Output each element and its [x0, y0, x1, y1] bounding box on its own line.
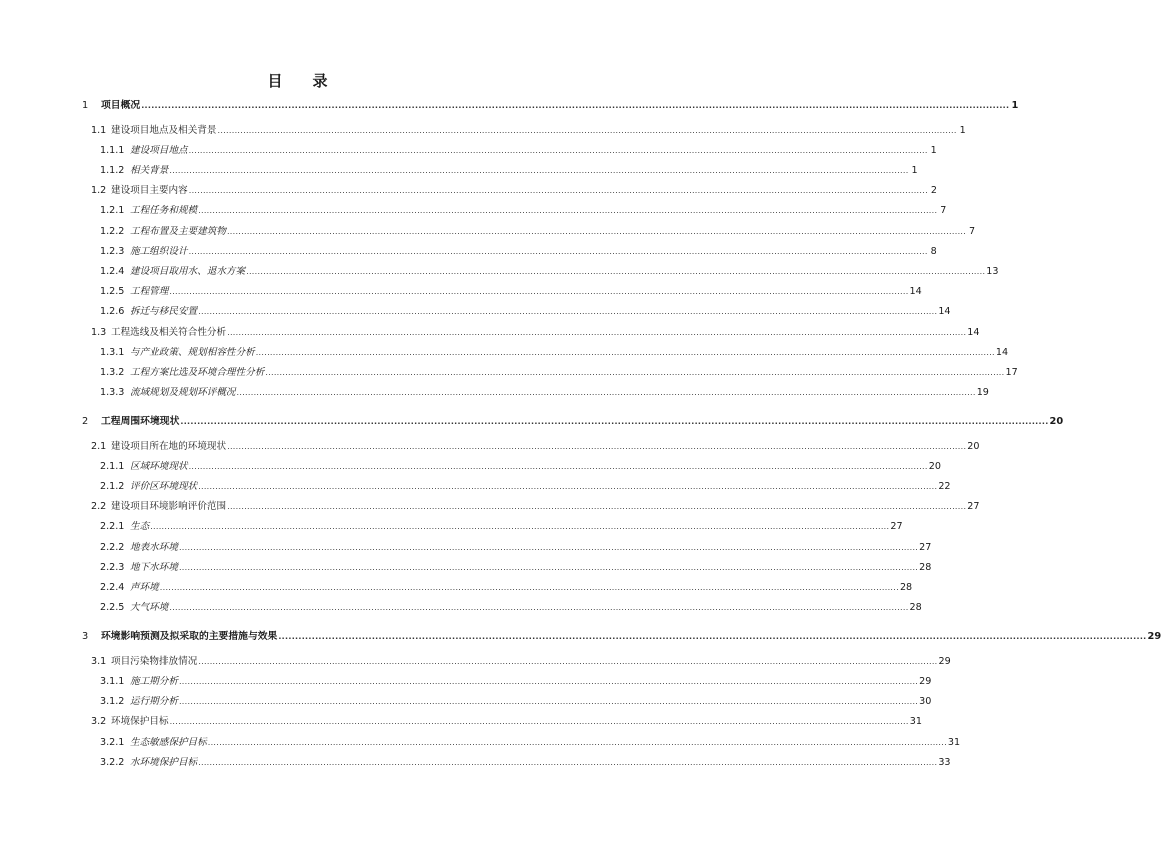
- dot-leader: ....................................................................................................................................................................................................................................................................: [178, 542, 919, 552]
- dot-leader: ....................................................................................................................................................................................................................................................................: [178, 562, 919, 572]
- toc-entry[interactable]: [100, 143, 937, 159]
- toc-entry-title: 评价区环境现状: [130, 481, 198, 492]
- dot-leader: ....................................................................................................................................................................................................................................................................: [236, 388, 976, 398]
- toc-entry-title: 工程布置及主要建筑物: [130, 225, 226, 237]
- toc-entry-number: 2.1.1: [100, 460, 125, 472]
- toc-entry-title: 工程方案比选及环境合理性分析: [130, 366, 265, 378]
- toc-entry-page: 30: [919, 696, 932, 708]
- toc-entry-number: 1: [82, 100, 89, 111]
- title-char-2: 录: [312, 72, 328, 90]
- toc-entry-title: 大气环境: [130, 602, 169, 614]
- toc-entry-title: 建设项目地点: [130, 144, 188, 156]
- toc-entry-title: 工程管理: [130, 286, 169, 298]
- dot-leader: ....................................................................................................................................................................................................................................................................: [169, 165, 909, 175]
- toc-entry[interactable]: [100, 163, 918, 179]
- toc-entry-page: 17: [1005, 366, 1018, 378]
- toc-entry[interactable]: [100, 304, 951, 320]
- toc-entry[interactable]: [100, 459, 941, 475]
- toc-entry-page: 22: [938, 481, 951, 492]
- toc-entry-title: 拆迁与移民安置: [130, 306, 198, 318]
- toc-entry-page: 14: [938, 306, 951, 318]
- toc-entry-page: 13: [986, 265, 999, 277]
- toc-entry-number: 2.2.2: [100, 541, 125, 553]
- dot-leader: ....................................................................................................................................................................................................................................................................: [198, 307, 938, 317]
- toc-entry-number: 3.2.2: [100, 756, 125, 768]
- toc-entry-page: 1: [959, 124, 966, 136]
- dot-leader: ....................................................................................................................................................................................................................................................................: [188, 246, 928, 256]
- toc-entry-page: 28: [909, 602, 922, 614]
- dot-leader: ....................................................................................................................................................................................................................................................................: [178, 676, 919, 686]
- toc-entry-page: 1: [911, 164, 918, 176]
- toc-entry-page: 28: [919, 561, 932, 573]
- toc-entry-page: 7: [969, 225, 976, 237]
- toc-entry-number: 1.2.3: [100, 245, 125, 257]
- dot-leader: ....................................................................................................................................................................................................................................................................: [226, 226, 967, 236]
- toc-entry-page: 27: [890, 521, 903, 533]
- toc-entry-number: 2.1: [91, 440, 107, 452]
- toc-entry-title: 项目污染物排放情况: [111, 655, 198, 667]
- dot-leader: ....................................................................................................................................................................................................................................................................: [265, 367, 1005, 377]
- dot-leader: ....................................................................................................................................................................................................................................................................: [227, 502, 967, 512]
- dot-leader: ....................................................................................................................................................................................................................................................................: [188, 461, 928, 471]
- toc-entry-page: 14: [909, 286, 922, 298]
- dot-leader: ....................................................................................................................................................................................................................................................................: [169, 287, 909, 297]
- dot-leader: ....................................................................................................................................................................................................................................................................: [217, 125, 957, 135]
- toc-entry[interactable]: [100, 755, 951, 771]
- toc-entry-number: 1.1: [91, 124, 107, 136]
- toc-entry-title: 流域规划及规划环评概况: [130, 387, 236, 399]
- toc-entry[interactable]: [100, 244, 937, 260]
- toc-entry-page: 28: [899, 582, 913, 593]
- toc-entry-title: 水环境保护目标: [130, 756, 198, 768]
- dot-leader: ....................................................................................................................................................................................................................................................................: [227, 327, 967, 337]
- toc-entry-number: 1.2.5: [100, 286, 125, 298]
- dot-leader: ....................................................................................................................................................................................................................................................................: [227, 441, 967, 451]
- toc-entry[interactable]: [100, 203, 947, 219]
- dot-leader: ....................................................................................................................................................................................................................................................................: [188, 145, 928, 155]
- toc-entry-title: 施工期分析: [130, 675, 178, 687]
- toc-entry[interactable]: [100, 540, 932, 556]
- toc-entry-number: 1.3: [91, 326, 107, 338]
- toc-entry-page: 29: [1147, 631, 1161, 643]
- toc-entry-title: 建设项目主要内容: [111, 185, 188, 197]
- toc-entry-number: 2.2.3: [100, 561, 125, 573]
- toc-entry-number: 3.1: [91, 655, 107, 667]
- dot-leader: ....................................................................................................................................................................................................................................................................: [198, 656, 938, 666]
- toc-entry-page: 7: [940, 205, 947, 217]
- toc-entry-title: 环境影响预测及拟采取的主要措施与效果: [101, 631, 278, 643]
- toc-entry[interactable]: [91, 714, 922, 730]
- toc-entry[interactable]: [100, 600, 922, 616]
- toc-entry-page: 1: [930, 144, 937, 156]
- toc-entry-number: 1.1.2: [100, 164, 125, 176]
- toc-entry-page: 8: [930, 245, 937, 257]
- dot-leader: ....................................................................................................................................................................................................................................................................: [246, 266, 986, 276]
- toc-entry-number: 2: [82, 416, 89, 428]
- dot-leader: ....................................................................................................................................................................................................................................................................: [150, 522, 890, 532]
- dot-leader: ....................................................................................................................................................................................................................................................................: [180, 417, 1049, 427]
- toc-entry-page: 1: [1011, 100, 1019, 111]
- toc-entry-number: 3.2: [91, 716, 107, 728]
- toc-entry[interactable]: [100, 674, 932, 690]
- toc-entry-page: 31: [909, 716, 922, 728]
- toc-entry-page: 14: [995, 346, 1009, 358]
- toc-entry-title: 地下水环境: [130, 561, 178, 573]
- dot-leader: ....................................................................................................................................................................................................................................................................: [169, 717, 909, 727]
- dot-leader: ....................................................................................................................................................................................................................................................................: [207, 737, 947, 747]
- toc-entry-number: 1.3.1: [100, 346, 125, 358]
- toc-entry-number: 2.2.5: [100, 602, 125, 614]
- toc-entry-number: 2.2: [91, 501, 107, 513]
- toc-entry[interactable]: [100, 284, 922, 300]
- toc-entry[interactable]: [91, 499, 980, 515]
- toc-entry[interactable]: [100, 264, 999, 280]
- toc-entry-title: 建设项目所在地的环境现状: [111, 440, 227, 452]
- toc-entry[interactable]: [91, 123, 966, 139]
- toc-entry[interactable]: [91, 654, 951, 670]
- toc-entry-page: 14: [967, 326, 980, 338]
- toc-entry-title: 建设项目环境影响评价范围: [111, 501, 227, 513]
- toc-entry[interactable]: [91, 183, 937, 199]
- toc-entry-number: 3.1.2: [100, 696, 125, 708]
- toc-entry-title: 建设项目地点及相关背景: [111, 124, 217, 136]
- toc-entry[interactable]: [100, 365, 1018, 381]
- toc-entry-title: 地表水环境: [130, 541, 178, 553]
- toc-entry[interactable]: [91, 439, 980, 455]
- toc-entry[interactable]: [100, 735, 961, 751]
- toc-entry-title: 生态: [130, 521, 150, 533]
- toc-entry-page: 29: [938, 655, 951, 667]
- toc-entry-page: 20: [928, 460, 941, 472]
- toc-entry[interactable]: [100, 560, 932, 576]
- dot-leader: ....................................................................................................................................................................................................................................................................: [141, 101, 1010, 110]
- toc-entry-page: 20: [1049, 416, 1064, 428]
- title-char-1: 目: [267, 72, 283, 90]
- dot-leader: ....................................................................................................................................................................................................................................................................: [198, 482, 938, 491]
- toc-entry-number: 3: [82, 631, 89, 643]
- toc-entry-page: 29: [919, 675, 932, 687]
- dot-leader: ....................................................................................................................................................................................................................................................................: [188, 186, 928, 196]
- toc-entry-title: 工程周围环境现状: [101, 416, 180, 428]
- toc-entry-title: 区域环境现状: [130, 460, 188, 472]
- toc-entry-title: 生态敏感保护目标: [130, 736, 207, 748]
- toc-entry-number: 1.2.4: [100, 265, 125, 277]
- toc-entry-number: 1.3.2: [100, 366, 125, 378]
- toc-entry-number: 1.2.1: [100, 205, 125, 217]
- toc-entry[interactable]: [82, 414, 1064, 430]
- toc-entry-number: 1.1.1: [100, 144, 125, 156]
- toc-entry-page: 19: [976, 387, 989, 399]
- toc-entry-title: 项目概况: [101, 100, 141, 111]
- toc-entry-title: 环境保护目标: [111, 716, 169, 728]
- toc-entry-title: 施工组织设计: [130, 245, 188, 257]
- page-title: [0, 70, 595, 91]
- toc-entry-page: 27: [919, 541, 932, 553]
- toc-entry[interactable]: [82, 629, 1161, 645]
- dot-leader: ....................................................................................................................................................................................................................................................................: [159, 583, 899, 592]
- toc-entry[interactable]: [100, 385, 989, 401]
- toc-entry-title: 与产业政策、规划相容性分析: [130, 346, 255, 358]
- toc-entry-number: 2.2.4: [100, 582, 125, 593]
- toc-entry[interactable]: [100, 224, 976, 240]
- toc-entry-title: 运行期分析: [130, 696, 178, 708]
- toc-entry-number: 1.2.2: [100, 225, 125, 237]
- dot-leader: ....................................................................................................................................................................................................................................................................: [198, 206, 938, 216]
- dot-leader: ....................................................................................................................................................................................................................................................................: [255, 347, 995, 357]
- toc-entry-number: 3.2.1: [100, 736, 125, 748]
- toc-entry-title: 声环境: [130, 582, 159, 593]
- dot-leader: ....................................................................................................................................................................................................................................................................: [169, 603, 909, 613]
- toc-entry-number: 2.2.1: [100, 521, 125, 533]
- toc-entry-number: 1.2: [91, 185, 107, 197]
- toc-entry-number: 3.1.1: [100, 675, 125, 687]
- toc-entry-title: 工程选线及相关符合性分析: [111, 326, 227, 338]
- toc-entry-page: 27: [967, 501, 980, 513]
- toc-entry[interactable]: [100, 479, 951, 495]
- toc-entry-title: 工程任务和规模: [130, 205, 198, 217]
- toc-entry[interactable]: [82, 98, 1019, 114]
- toc-entry-number: 1.2.6: [100, 306, 125, 318]
- toc-entry[interactable]: [100, 694, 932, 710]
- toc-entry[interactable]: [100, 519, 903, 535]
- toc-entry[interactable]: [91, 325, 980, 341]
- toc-entry-page: 2: [930, 185, 937, 197]
- toc-entry-title: 建设项目取用水、退水方案: [130, 265, 246, 277]
- toc-entry-number: 1.3.3: [100, 387, 125, 399]
- dot-leader: ....................................................................................................................................................................................................................................................................: [278, 632, 1147, 642]
- toc-entry-page: 20: [967, 440, 980, 452]
- toc-entry-page: 33: [938, 756, 951, 768]
- toc-entry-title: 相关背景: [130, 164, 169, 176]
- dot-leader: ....................................................................................................................................................................................................................................................................: [178, 697, 919, 707]
- dot-leader: ....................................................................................................................................................................................................................................................................: [198, 757, 938, 767]
- toc-entry[interactable]: [100, 345, 1009, 361]
- toc-entry[interactable]: [100, 580, 913, 596]
- toc-entry-page: 31: [947, 736, 961, 748]
- toc-entry-number: 2.1.2: [100, 481, 125, 492]
